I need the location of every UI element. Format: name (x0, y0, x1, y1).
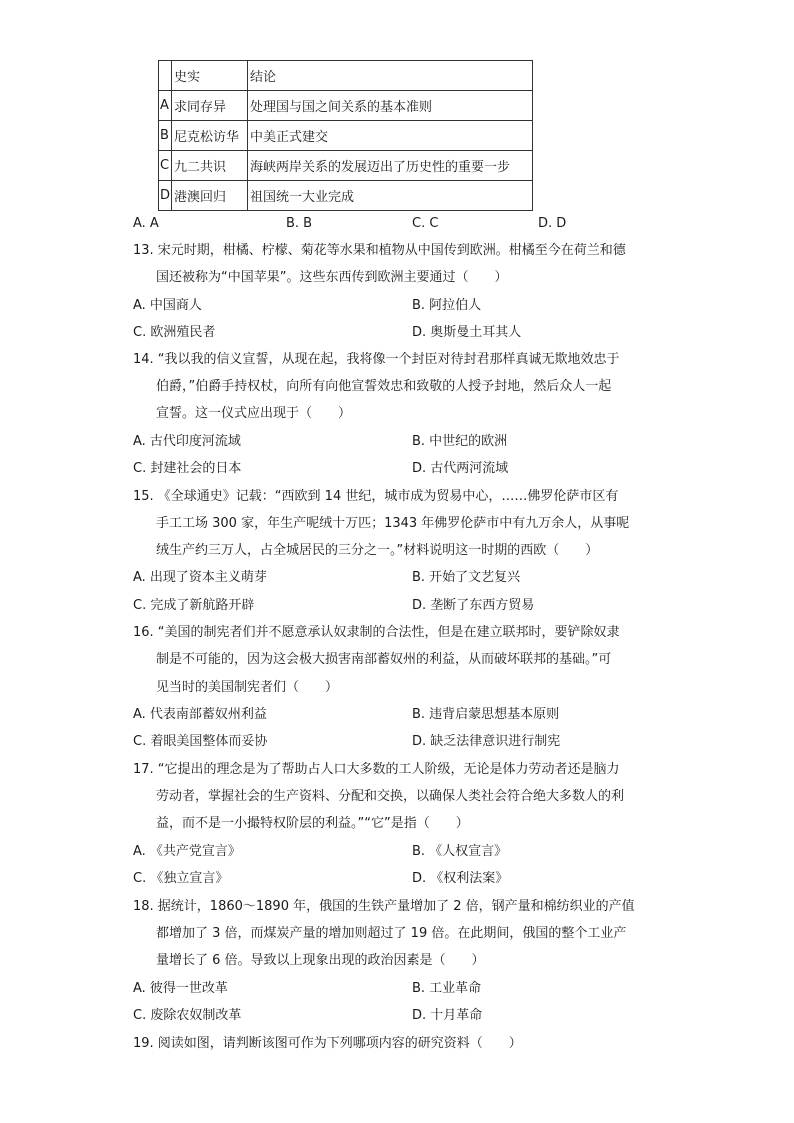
table-row (159, 61, 533, 91)
q12-option-b[interactable]: B. B (286, 216, 313, 231)
table-cell: D (159, 181, 172, 211)
q18-stem-line: 量增长了 6 倍。导致以上现象出现的政治因素是（ ） (156, 953, 485, 968)
q17-stem-line: 益，而不是一小撮特权阶层的利益。”“它”是指（ ） (156, 816, 469, 831)
q13-option-a[interactable]: A. 中国商人 (133, 298, 202, 313)
q13-option-d[interactable]: D. 奥斯曼土耳其人 (412, 325, 522, 340)
table-header-conclusion: 结论 (248, 61, 533, 91)
q13-stem-line: 13. 宋元时期，柑橘、柠檬、菊花等水果和植物从中国传到欧洲。柑橘至今在荷兰和德 (133, 243, 626, 258)
table-row (159, 91, 533, 121)
q14-stem-line: 宣誓。这一仪式应出现于（ ） (156, 406, 352, 421)
q18-option-b[interactable]: B. 工业革命 (412, 981, 482, 996)
table-cell: C (159, 151, 172, 181)
q14-stem-line: 伯爵，”伯爵手持权杖，向所有向他宣誓效忠和致敬的人授予封地，然后众人一起 (156, 379, 612, 394)
q14-option-b[interactable]: B. 中世纪的欧洲 (412, 434, 508, 449)
table-cell: 港澳回归 (172, 181, 248, 211)
q12-option-d[interactable]: D. D (538, 216, 567, 231)
table-row (159, 121, 533, 151)
table-cell: 尼克松访华 (172, 121, 248, 151)
q14-option-c[interactable]: C. 封建社会的日本 (133, 461, 242, 476)
table-cell: 海峡两岸关系的发展迈出了历史性的重要一步 (248, 151, 533, 181)
q16-option-b[interactable]: B. 违背启蒙思想基本原则 (412, 707, 560, 722)
q12-option-a[interactable]: A. A (133, 216, 159, 231)
q15-option-b[interactable]: B. 开始了文艺复兴 (412, 570, 521, 585)
q17-stem-line: 劳动者，掌握社会的生产资料、分配和交换，以确保人类社会符合绝大多数人的利 (156, 789, 625, 804)
q16-stem-line: 16. “美国的制宪者们并不愿意承认奴隶制的合法性，但是在建立联邦时，要铲除奴隶 (133, 625, 620, 640)
table-row (159, 181, 533, 211)
q16-option-d[interactable]: D. 缺乏法律意识进行制宪 (412, 734, 561, 749)
q13-option-b[interactable]: B. 阿拉伯人 (412, 298, 482, 313)
q17-option-a[interactable]: A. 《共产党宣言》 (133, 844, 241, 859)
table-cell: B (159, 121, 172, 151)
q19-stem-line: 19. 阅读如图，请判断该图可作为下列哪项内容的研究资料（ ） (133, 1036, 522, 1051)
q15-option-a[interactable]: A. 出现了资本主义萌芽 (133, 570, 267, 585)
q15-stem-line: 手工工场 300 家，年生产呢绒十万匹；1343 年佛罗伦萨市中有九万余人，从事呢 (156, 516, 630, 531)
q17-option-d[interactable]: D. 《权利法案》 (412, 871, 509, 886)
q16-stem-line: 见当时的美国制宪者们（ ） (156, 680, 339, 695)
table-cell: 求同存异 (172, 91, 248, 121)
table-cell: 祖国统一大业完成 (248, 181, 533, 211)
q13-option-c[interactable]: C. 欧洲殖民者 (133, 325, 216, 340)
q14-option-a[interactable]: A. 古代印度河流域 (133, 434, 241, 449)
q17-option-b[interactable]: B. 《人权宣言》 (412, 844, 508, 859)
q15-stem-line: 绒生产约三万人，占全城居民的三分之一。”材料说明这一时期的西欧（ ） (156, 543, 599, 558)
q16-stem-line: 制是不可能的，因为这会极大损害南部蓄奴州的利益，从而破坏联邦的基础。”可 (156, 652, 612, 667)
q12-table (158, 60, 533, 211)
q12-option-c[interactable]: C. C (412, 216, 439, 231)
q18-stem-line: 18. 据统计，1860～1890 年，俄国的生铁产量增加了 2 倍，钢产量和棉纺织业的产值 (133, 899, 635, 914)
table-header-event: 史实 (172, 61, 248, 91)
q16-option-a[interactable]: A. 代表南部蓄奴州利益 (133, 707, 267, 722)
q17-option-c[interactable]: C. 《独立宣言》 (133, 871, 229, 886)
q18-stem-line: 都增加了 3 倍，而煤炭产量的增加则超过了 19 倍。在此期间，俄国的整个工业产 (156, 926, 627, 941)
table-cell: 处理国与国之间关系的基本准则 (248, 91, 533, 121)
q15-stem-line: 15. 《全球通史》记载：“西欧到 14 世纪，城市成为贸易中心，……佛罗伦萨市区有 (133, 489, 619, 504)
q15-option-c[interactable]: C. 完成了新航路开辟 (133, 598, 255, 613)
table-cell (159, 61, 172, 91)
q16-option-c[interactable]: C. 着眼美国整体而妥协 (133, 734, 268, 749)
q17-stem-line: 17. “它提出的理念是为了帮助占人口大多数的工人阶级，无论是体力劳动者还是脑力 (133, 762, 620, 777)
q18-option-d[interactable]: D. 十月革命 (412, 1008, 483, 1023)
table-row (159, 151, 533, 181)
q15-option-d[interactable]: D. 垄断了东西方贸易 (412, 598, 535, 613)
q14-option-d[interactable]: D. 古代两河流域 (412, 461, 509, 476)
table-cell: 中美正式建交 (248, 121, 533, 151)
table-cell: A (159, 91, 172, 121)
q18-option-c[interactable]: C. 废除农奴制改革 (133, 1008, 242, 1023)
q18-option-a[interactable]: A. 彼得一世改革 (133, 981, 228, 996)
q14-stem-line: 14. “我以我的信义宣誓，从现在起，我将像一个封臣对待封君那样真诚无欺地效忠于 (133, 352, 620, 367)
table-cell: 九二共识 (172, 151, 248, 181)
q13-stem-line: 国还被称为“中国苹果”。这些东西传到欧洲主要通过（ ） (156, 270, 508, 285)
